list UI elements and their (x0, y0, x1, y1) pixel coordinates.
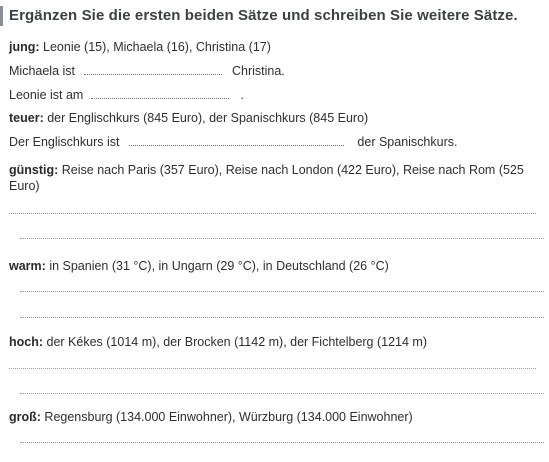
jung-sentence-2 (9, 87, 244, 103)
warm-prompt (9, 258, 389, 274)
jung-keyword: jung: (9, 40, 40, 54)
gross-text: Regensburg (134.000 Einwohner), Würzburg (134.000 Einwohner) (44, 410, 413, 424)
hoch-text: der Kékes (1014 m), der Brocken (1142 m), der Fichtelberg (1214 m) (46, 335, 428, 349)
guenstig-text: Reise nach Paris (357 Euro), Reise nach London (422 Euro), Reise nach Rom (525 Euro) (9, 163, 524, 193)
guenstig-answer-line-2[interactable] (20, 238, 544, 239)
jung-sentence-1-start: Michaela ist (9, 64, 75, 78)
warm-answer-line-1[interactable] (20, 291, 544, 292)
gross-answer-line-1[interactable] (20, 442, 544, 443)
jung-sentence-1-end: Christina. (231, 64, 285, 78)
warm-text: in Spanien (31 °C), in Ungarn (29 °C), in Deutschland (26 °C) (49, 259, 389, 273)
teuer-text: der Englischkurs (845 Euro), der Spanischkurs (845 Euro) (47, 111, 369, 125)
exercise-title: Ergänzen Sie die ersten beiden Sätze und schreiben Sie weitere Sätze. (9, 7, 518, 24)
hoch-answer-line-1[interactable] (9, 368, 536, 369)
title-accent-bar (0, 6, 3, 26)
gross-prompt (9, 409, 413, 425)
jung-sentence-2-end: . (240, 88, 244, 102)
jung-text: Leonie (15), Michaela (16), Christina (17) (43, 40, 271, 54)
jung-blank-2[interactable] (91, 88, 229, 99)
warm-answer-line-2[interactable] (20, 317, 544, 318)
guenstig-answer-line-1[interactable] (9, 213, 536, 214)
jung-sentence-2-start: Leonie ist am (9, 88, 84, 102)
teuer-blank[interactable] (129, 135, 344, 146)
teuer-prompt (9, 110, 368, 126)
jung-blank-1[interactable] (84, 64, 222, 75)
jung-prompt (9, 39, 271, 55)
gross-keyword: groß: (9, 410, 41, 424)
teuer-sentence-start: Der Englischkurs ist (9, 135, 120, 149)
teuer-sentence (9, 134, 457, 150)
warm-keyword: warm: (9, 259, 46, 273)
guenstig-prompt (9, 162, 529, 194)
teuer-keyword: teuer: (9, 111, 44, 125)
hoch-prompt (9, 334, 427, 350)
teuer-sentence-end: der Spanischkurs. (357, 135, 458, 149)
hoch-keyword: hoch: (9, 335, 44, 349)
hoch-answer-line-2[interactable] (20, 393, 544, 394)
guenstig-keyword: günstig: (9, 163, 59, 177)
jung-sentence-1 (9, 63, 285, 79)
